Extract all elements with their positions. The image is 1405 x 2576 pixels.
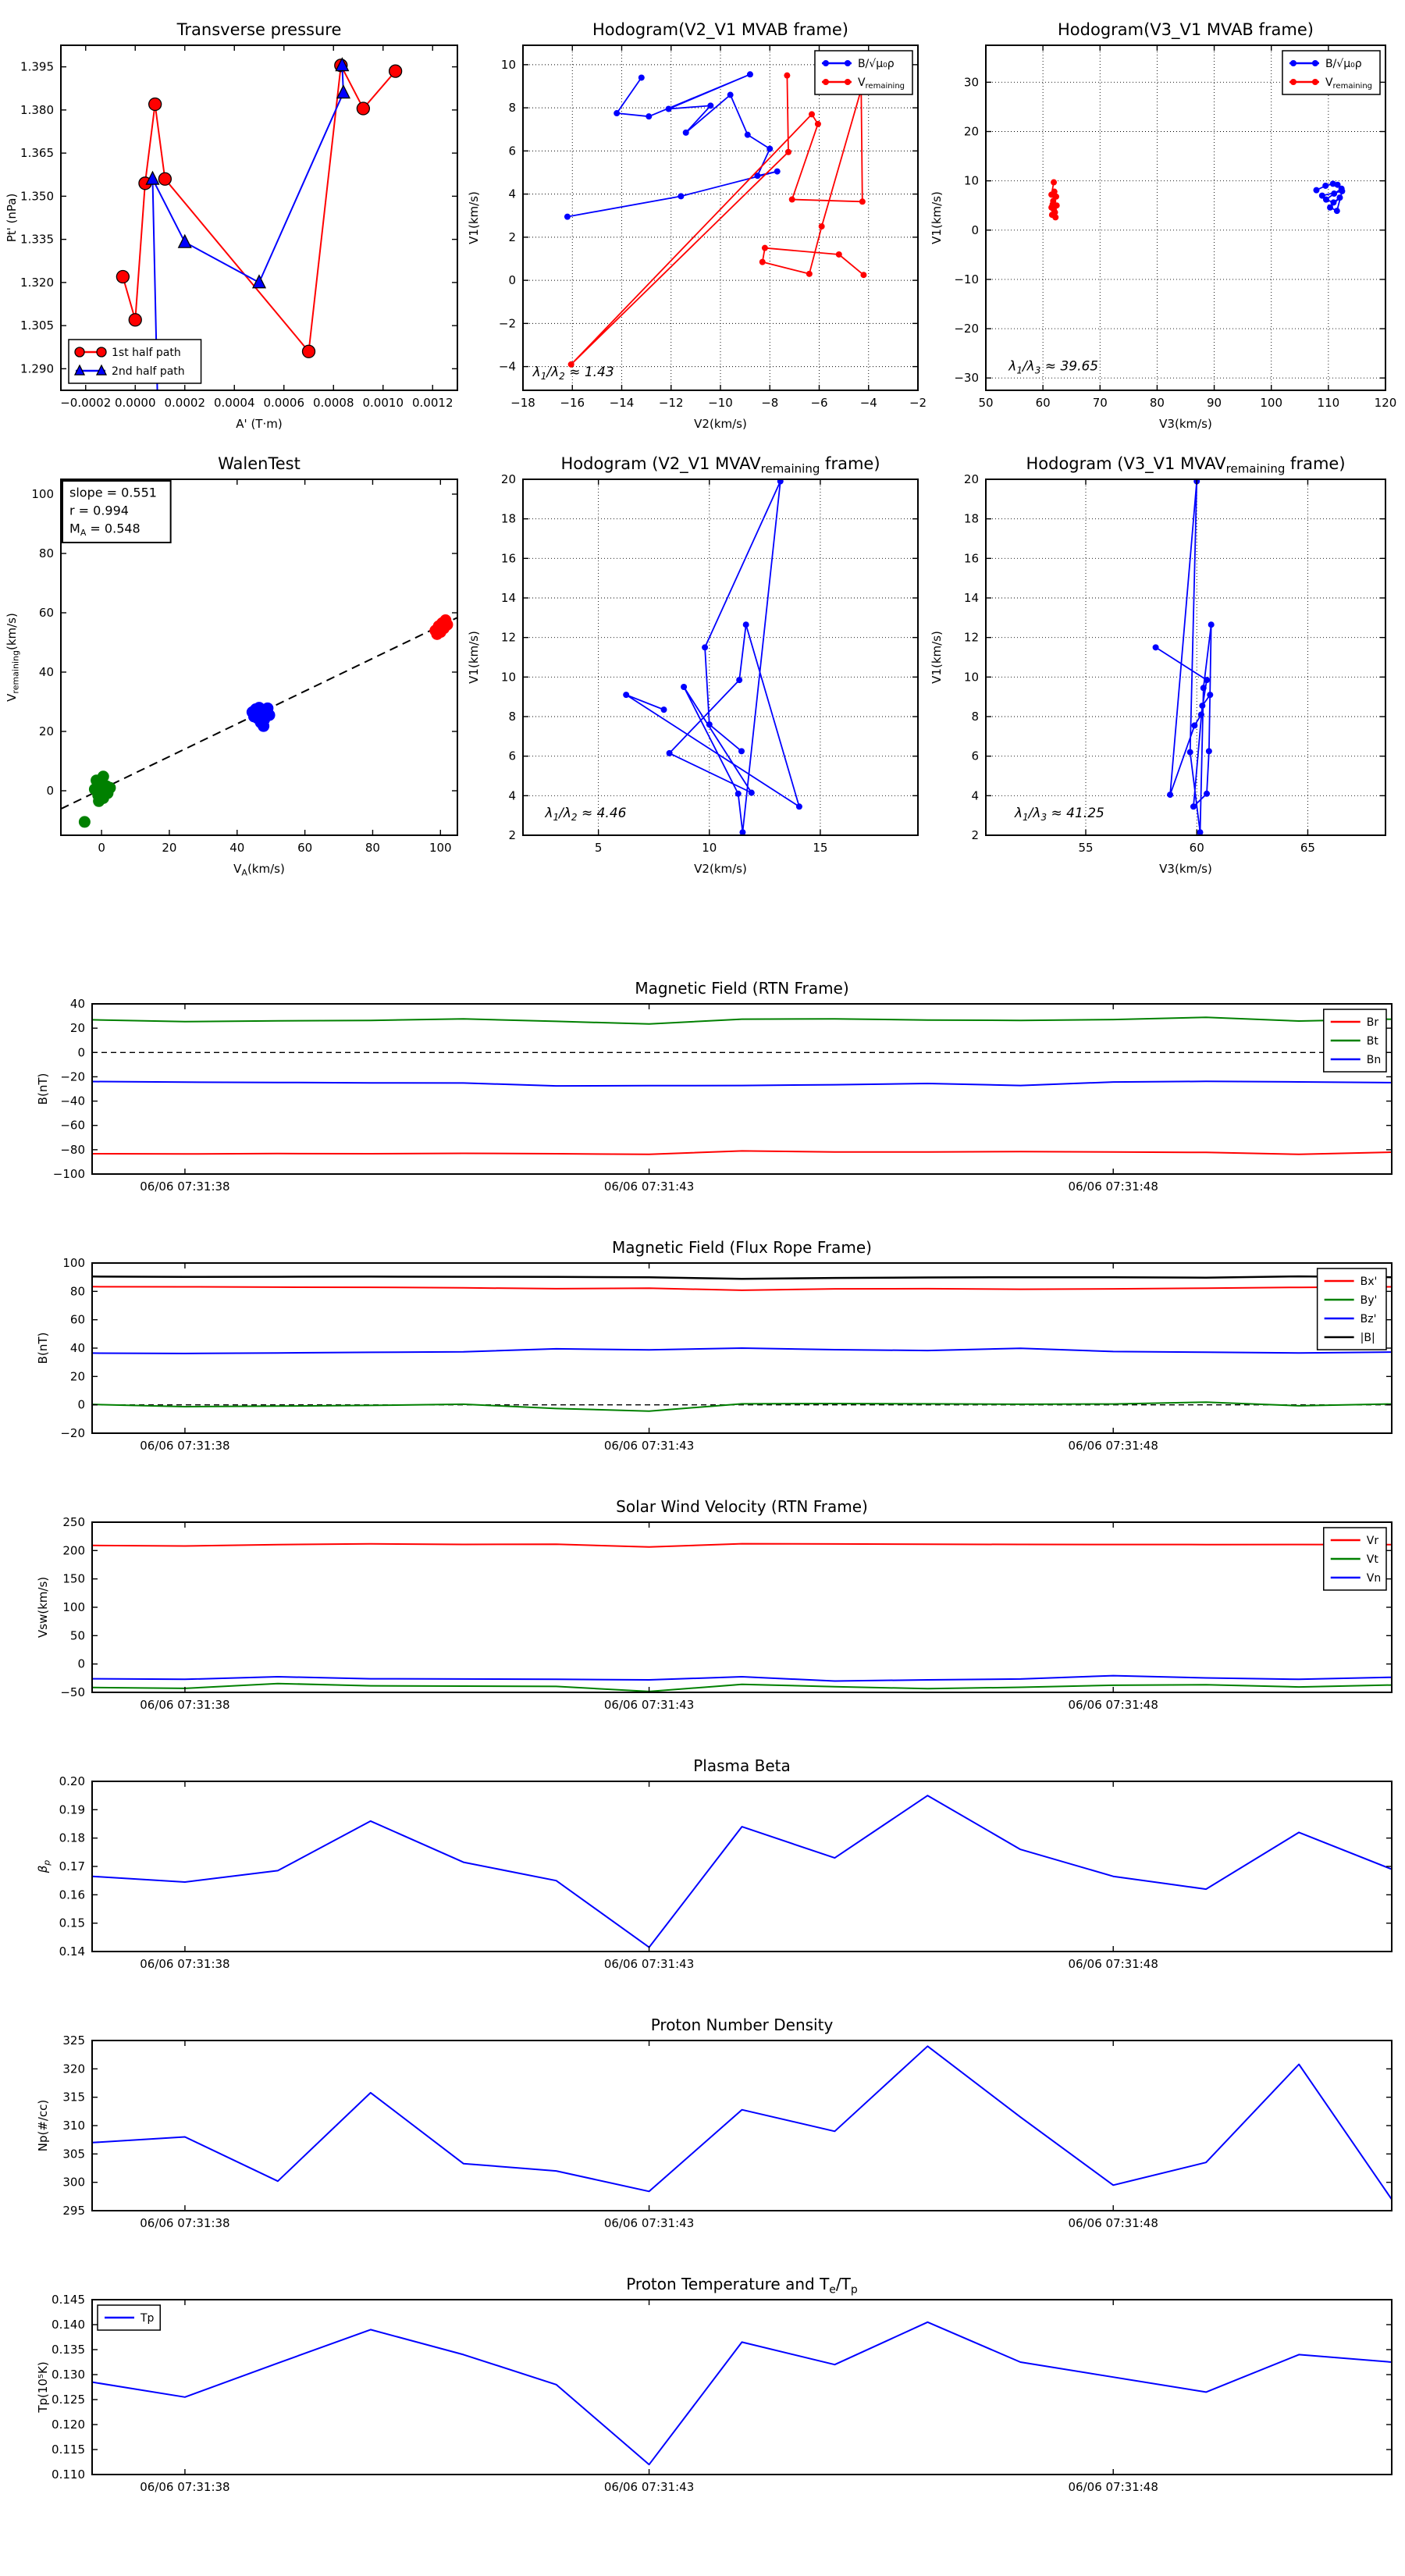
svg-text:0.0002: 0.0002	[164, 396, 205, 410]
chart-hodogram-v2v1-mvav	[462, 448, 930, 890]
svg-text:−50: −50	[60, 1685, 85, 1699]
svg-text:0: 0	[508, 273, 516, 288]
svg-text:8: 8	[508, 710, 516, 724]
svg-text:By': By'	[1360, 1294, 1378, 1307]
svg-text:MA = 0.548: $M_A = 0.548$	[69, 521, 140, 539]
svg-text:06/06 07:31:38: 06/06 07:31:38	[140, 1698, 230, 1712]
svg-text:06/06 07:31:43: 06/06 07:31:43	[603, 2216, 695, 2230]
svg-text:20: 20	[69, 1369, 85, 1384]
svg-text:10: 10	[500, 57, 516, 72]
svg-text:10: 10	[963, 173, 979, 188]
svg-text:B(nT): B(nT)	[36, 1073, 50, 1105]
svg-text:10: 10	[500, 670, 516, 685]
svg-text:Tp(10⁵K): Tp(10⁵K)	[36, 2361, 50, 2413]
chart-hodogram-v3v1-mvav	[925, 448, 1400, 890]
svg-text:B/√μ₀ρ: B/√μ₀ρ	[1325, 58, 1362, 70]
svg-text:|B|: |B|	[1360, 1332, 1375, 1344]
svg-text:0.0010: 0.0010	[362, 396, 404, 410]
svg-text:Bt: Bt	[1366, 1035, 1378, 1048]
svg-text:20: 20	[963, 124, 979, 139]
svg-text:1.350: 1.350	[20, 189, 54, 204]
svg-text:0.0008: 0.0008	[313, 396, 354, 410]
svg-text:−20: −20	[954, 322, 979, 336]
svg-text:0: 0	[98, 841, 105, 855]
svg-text:325: 325	[62, 2033, 85, 2048]
svg-text:06/06 07:31:43: 06/06 07:31:43	[603, 1957, 695, 1971]
svg-text:300: 300	[62, 2175, 85, 2190]
svg-text:100: 100	[1260, 396, 1283, 410]
svg-text:1.380: 1.380	[20, 102, 54, 117]
svg-text:Tp: Tp	[140, 2312, 155, 2325]
svg-text:40: 40	[38, 665, 54, 679]
svg-text:βp: $\beta_p$	[36, 1859, 52, 1873]
svg-text:06/06 07:31:38: 06/06 07:31:38	[140, 2480, 230, 2494]
svg-text:−18: −18	[510, 396, 535, 410]
svg-text:18: 18	[500, 511, 516, 526]
svg-text:90: 90	[1207, 396, 1222, 410]
svg-text:−20: −20	[60, 1426, 85, 1440]
svg-text:100: 100	[429, 841, 452, 855]
svg-text:06/06 07:31:48: 06/06 07:31:48	[1068, 2216, 1158, 2230]
svg-text:4: 4	[508, 788, 516, 803]
svg-text:−80: −80	[60, 1142, 85, 1157]
svg-text:−2: −2	[909, 396, 927, 410]
svg-text:110: 110	[1317, 396, 1340, 410]
svg-text:1st half path: 1st half path	[112, 347, 181, 359]
svg-text:V1(km/s): V1(km/s)	[930, 631, 944, 684]
svg-text:40: 40	[69, 1341, 85, 1355]
svg-text:14: 14	[963, 591, 979, 605]
svg-text:2: 2	[971, 828, 979, 842]
svg-text:40: 40	[69, 997, 85, 1011]
svg-text:Bz': Bz'	[1360, 1313, 1377, 1325]
svg-text:310: 310	[62, 2119, 85, 2133]
svg-text:Vsw(km/s): Vsw(km/s)	[36, 1576, 50, 1638]
svg-text:60: 60	[38, 606, 54, 620]
svg-text:0.14: 0.14	[59, 1944, 85, 1959]
svg-text:Np(#/cc): Np(#/cc)	[36, 2099, 50, 2152]
svg-text:06/06 07:31:38: 06/06 07:31:38	[140, 1957, 230, 1971]
chart-transverse-pressure	[0, 14, 468, 442]
svg-text:150: 150	[62, 1571, 85, 1586]
chart-plasma-beta	[31, 1752, 1401, 1986]
svg-text:06/06 07:31:48: 06/06 07:31:48	[1068, 1439, 1158, 1453]
svg-text:15: 15	[813, 841, 828, 855]
svg-text:06/06 07:31:48: 06/06 07:31:48	[1068, 2480, 1158, 2494]
svg-text:Br: Br	[1366, 1016, 1379, 1029]
svg-text:−4: −4	[859, 396, 877, 410]
svg-text:5: 5	[594, 841, 603, 855]
svg-text:−2: −2	[498, 316, 516, 331]
svg-text:8: 8	[508, 101, 516, 116]
svg-text:Vt: Vt	[1366, 1553, 1378, 1566]
svg-text:−60: −60	[60, 1118, 85, 1133]
svg-text:0: 0	[77, 1656, 85, 1671]
chart-walen-test	[0, 448, 468, 890]
svg-text:B/√μ₀ρ: B/√μ₀ρ	[857, 58, 895, 70]
svg-text:14: 14	[500, 591, 516, 605]
svg-text:2: 2	[508, 828, 516, 842]
svg-text:Proton Temperature and Te/Tp: Proton Temperature and $T_e/T_p$	[626, 2275, 858, 2297]
svg-text:V1(km/s): V1(km/s)	[930, 191, 944, 244]
svg-text:−10: −10	[954, 272, 979, 286]
svg-text:16: 16	[500, 551, 516, 566]
svg-text:r = 0.994: r = 0.994	[69, 503, 129, 518]
svg-text:−0.0002: −0.0002	[60, 396, 112, 410]
svg-text:Vn: Vn	[1366, 1572, 1382, 1585]
svg-text:8: 8	[971, 710, 979, 724]
svg-text:0: 0	[77, 1397, 85, 1412]
svg-text:λ1/λ2 ≈ 4.46: $\lambda_1/\lambda_2 \approx 4.46$	[545, 806, 627, 823]
svg-text:0.115: 0.115	[52, 2443, 85, 2457]
svg-text:Hodogram(V3_V1 MVAB frame): Hodogram(V3_V1 MVAB frame)	[1058, 20, 1314, 39]
svg-text:120: 120	[1374, 396, 1397, 410]
svg-text:λ1/λ3 ≈ 41.25: $\lambda_1/\lambda_3 \approx 41.25$	[1014, 806, 1104, 823]
svg-text:−8: −8	[761, 396, 779, 410]
svg-text:0.15: 0.15	[59, 1916, 85, 1930]
svg-text:λ1/λ2 ≈ 1.43: $\lambda_1/\lambda_2 \approx 1.43$	[532, 365, 614, 382]
svg-text:Hodogram (V3_V1 MVAVremaining: Hodogram (V3_V1 $MVAV_{remaining}$ frame)	[1026, 454, 1346, 476]
svg-text:1.290: 1.290	[20, 361, 54, 376]
svg-text:06/06 07:31:38: 06/06 07:31:38	[140, 2216, 230, 2230]
svg-text:0.20: 0.20	[59, 1774, 85, 1788]
svg-text:Solar Wind Velocity (RTN Frame: Solar Wind Velocity (RTN Frame)	[616, 1497, 868, 1516]
svg-text:40: 40	[229, 841, 245, 855]
svg-text:20: 20	[38, 724, 54, 738]
svg-text:1.395: 1.395	[20, 59, 54, 74]
svg-text:−16: −16	[560, 396, 585, 410]
svg-text:80: 80	[69, 1284, 85, 1299]
svg-text:Hodogram (V2_V1 MVAVremaining: Hodogram (V2_V1 $MVAV_{remaining}$ frame)	[560, 454, 880, 476]
svg-text:60: 60	[297, 841, 313, 855]
svg-text:1.335: 1.335	[20, 232, 54, 247]
svg-text:Vremaining(km/s): $V_{remaining}(km/s)$	[5, 613, 21, 702]
svg-text:2nd half path: 2nd half path	[112, 365, 185, 378]
svg-text:slope = 0.551: slope = 0.551	[69, 485, 157, 500]
svg-text:06/06 07:31:43: 06/06 07:31:43	[603, 2480, 695, 2494]
svg-text:Proton Number Density: Proton Number Density	[650, 2016, 834, 2034]
svg-text:6: 6	[508, 749, 516, 763]
svg-text:4: 4	[508, 187, 516, 201]
svg-text:0.0000: 0.0000	[115, 396, 156, 410]
svg-text:Vremaining: $V_{remaining}$	[857, 76, 905, 91]
svg-text:0.120: 0.120	[52, 2418, 85, 2432]
svg-text:60: 60	[1189, 841, 1204, 855]
svg-text:Bx': Bx'	[1360, 1276, 1378, 1288]
svg-text:06/06 07:31:38: 06/06 07:31:38	[140, 1179, 230, 1194]
svg-text:1.305: 1.305	[20, 318, 54, 333]
svg-text:Vremaining: $V_{remaining}$	[1325, 76, 1373, 91]
svg-text:70: 70	[1092, 396, 1108, 410]
svg-text:0.130: 0.130	[52, 2368, 85, 2382]
svg-text:250: 250	[62, 1515, 85, 1529]
svg-text:50: 50	[978, 396, 994, 410]
svg-text:−30: −30	[954, 371, 979, 386]
svg-text:0.19: 0.19	[59, 1802, 85, 1817]
svg-text:0.110: 0.110	[52, 2467, 85, 2482]
svg-text:−40: −40	[60, 1094, 85, 1108]
svg-text:0.0004: 0.0004	[214, 396, 255, 410]
svg-text:Plasma Beta: Plasma Beta	[693, 1756, 791, 1775]
svg-text:4: 4	[971, 788, 979, 803]
svg-text:Pt' (nPa): Pt' (nPa)	[5, 193, 19, 243]
svg-text:1.320: 1.320	[20, 275, 54, 290]
chart-hodogram-v2v1-mvab	[462, 14, 930, 442]
svg-text:V3(km/s): V3(km/s)	[1159, 417, 1212, 431]
svg-text:−100: −100	[52, 1167, 85, 1181]
svg-text:V1(km/s): V1(km/s)	[467, 631, 481, 684]
svg-text:55: 55	[1078, 841, 1094, 855]
svg-text:12: 12	[500, 630, 516, 645]
svg-text:305: 305	[62, 2147, 85, 2161]
svg-text:Magnetic Field (RTN Frame): Magnetic Field (RTN Frame)	[635, 979, 849, 998]
svg-text:06/06 07:31:48: 06/06 07:31:48	[1068, 1698, 1158, 1712]
svg-text:Bn: Bn	[1366, 1054, 1382, 1066]
svg-text:60: 60	[69, 1312, 85, 1327]
svg-text:0.17: 0.17	[59, 1859, 85, 1873]
svg-text:A' (T·m): A' (T·m)	[236, 417, 283, 431]
svg-text:0.135: 0.135	[52, 2343, 85, 2357]
svg-text:λ1/λ3 ≈ 39.65: $\lambda_1/\lambda_3 \approx 39.65$	[1008, 358, 1099, 376]
chart-magnetic-field-rtn	[31, 974, 1401, 1208]
svg-text:0.16: 0.16	[59, 1888, 85, 1902]
svg-text:10: 10	[702, 841, 717, 855]
svg-text:−4: −4	[498, 359, 516, 374]
svg-text:100: 100	[31, 487, 54, 501]
svg-text:−20: −20	[60, 1069, 85, 1084]
svg-text:1.365: 1.365	[20, 146, 54, 161]
svg-text:16: 16	[963, 551, 979, 566]
svg-text:295: 295	[62, 2204, 85, 2218]
svg-text:20: 20	[162, 841, 177, 855]
svg-text:80: 80	[365, 841, 380, 855]
svg-text:80: 80	[1149, 396, 1165, 410]
svg-text:06/06 07:31:48: 06/06 07:31:48	[1068, 1957, 1158, 1971]
svg-text:20: 20	[69, 1021, 85, 1036]
svg-text:320: 320	[62, 2062, 85, 2076]
svg-text:0: 0	[77, 1045, 85, 1060]
svg-text:0.18: 0.18	[59, 1831, 85, 1845]
svg-text:100: 100	[62, 1256, 85, 1270]
svg-text:6: 6	[971, 749, 979, 763]
svg-text:0.140: 0.140	[52, 2318, 85, 2332]
svg-text:10: 10	[963, 670, 979, 685]
svg-text:Hodogram(V2_V1 MVAB frame): Hodogram(V2_V1 MVAB frame)	[592, 20, 848, 39]
svg-text:0.0012: 0.0012	[412, 396, 454, 410]
svg-text:0: 0	[46, 784, 54, 798]
chart-magnetic-field-flux-rope	[31, 1233, 1401, 1468]
svg-text:−10: −10	[708, 396, 733, 410]
svg-text:WalenTest: WalenTest	[218, 454, 301, 473]
svg-text:0.0006: 0.0006	[263, 396, 304, 410]
svg-text:315: 315	[62, 2090, 85, 2105]
svg-text:20: 20	[500, 472, 516, 486]
svg-text:Transverse pressure: Transverse pressure	[176, 20, 342, 39]
svg-text:200: 200	[62, 1543, 85, 1558]
svg-text:2: 2	[508, 229, 516, 244]
svg-text:30: 30	[963, 75, 979, 90]
svg-text:V2(km/s): V2(km/s)	[694, 417, 747, 431]
svg-text:−14: −14	[609, 396, 635, 410]
svg-text:12: 12	[963, 630, 979, 645]
chart-proton-temperature	[31, 2270, 1401, 2509]
svg-text:06/06 07:31:43: 06/06 07:31:43	[603, 1698, 695, 1712]
svg-text:06/06 07:31:38: 06/06 07:31:38	[140, 1439, 230, 1453]
svg-text:V3(km/s): V3(km/s)	[1159, 862, 1212, 876]
svg-text:20: 20	[963, 472, 979, 486]
svg-text:50: 50	[69, 1628, 85, 1643]
svg-text:0.125: 0.125	[52, 2393, 85, 2407]
svg-text:65: 65	[1300, 841, 1315, 855]
svg-text:Magnetic Field (Flux Rope Fram: Magnetic Field (Flux Rope Frame)	[612, 1238, 872, 1257]
svg-text:06/06 07:31:43: 06/06 07:31:43	[603, 1179, 695, 1194]
svg-text:−12: −12	[658, 396, 684, 410]
svg-text:B(nT): B(nT)	[36, 1332, 50, 1364]
svg-text:0.145: 0.145	[52, 2293, 85, 2307]
svg-text:06/06 07:31:43: 06/06 07:31:43	[603, 1439, 695, 1453]
svg-text:0: 0	[971, 222, 979, 237]
chart-solar-wind-velocity	[31, 1493, 1401, 1727]
svg-text:60: 60	[1035, 396, 1051, 410]
svg-text:V2(km/s): V2(km/s)	[694, 862, 747, 876]
svg-text:6: 6	[508, 144, 516, 158]
svg-text:06/06 07:31:48: 06/06 07:31:48	[1068, 1179, 1158, 1194]
svg-text:80: 80	[38, 546, 54, 560]
svg-text:V1(km/s): V1(km/s)	[467, 191, 481, 244]
chart-hodogram-v3v1-mvab	[925, 14, 1400, 442]
svg-text:Vr: Vr	[1366, 1535, 1379, 1547]
svg-text:100: 100	[62, 1600, 85, 1614]
svg-text:18: 18	[963, 511, 979, 526]
svg-text:VA(km/s): $V_A(km/s)$	[233, 862, 285, 878]
svg-text:−6: −6	[810, 396, 828, 410]
chart-proton-number-density	[31, 2011, 1401, 2245]
